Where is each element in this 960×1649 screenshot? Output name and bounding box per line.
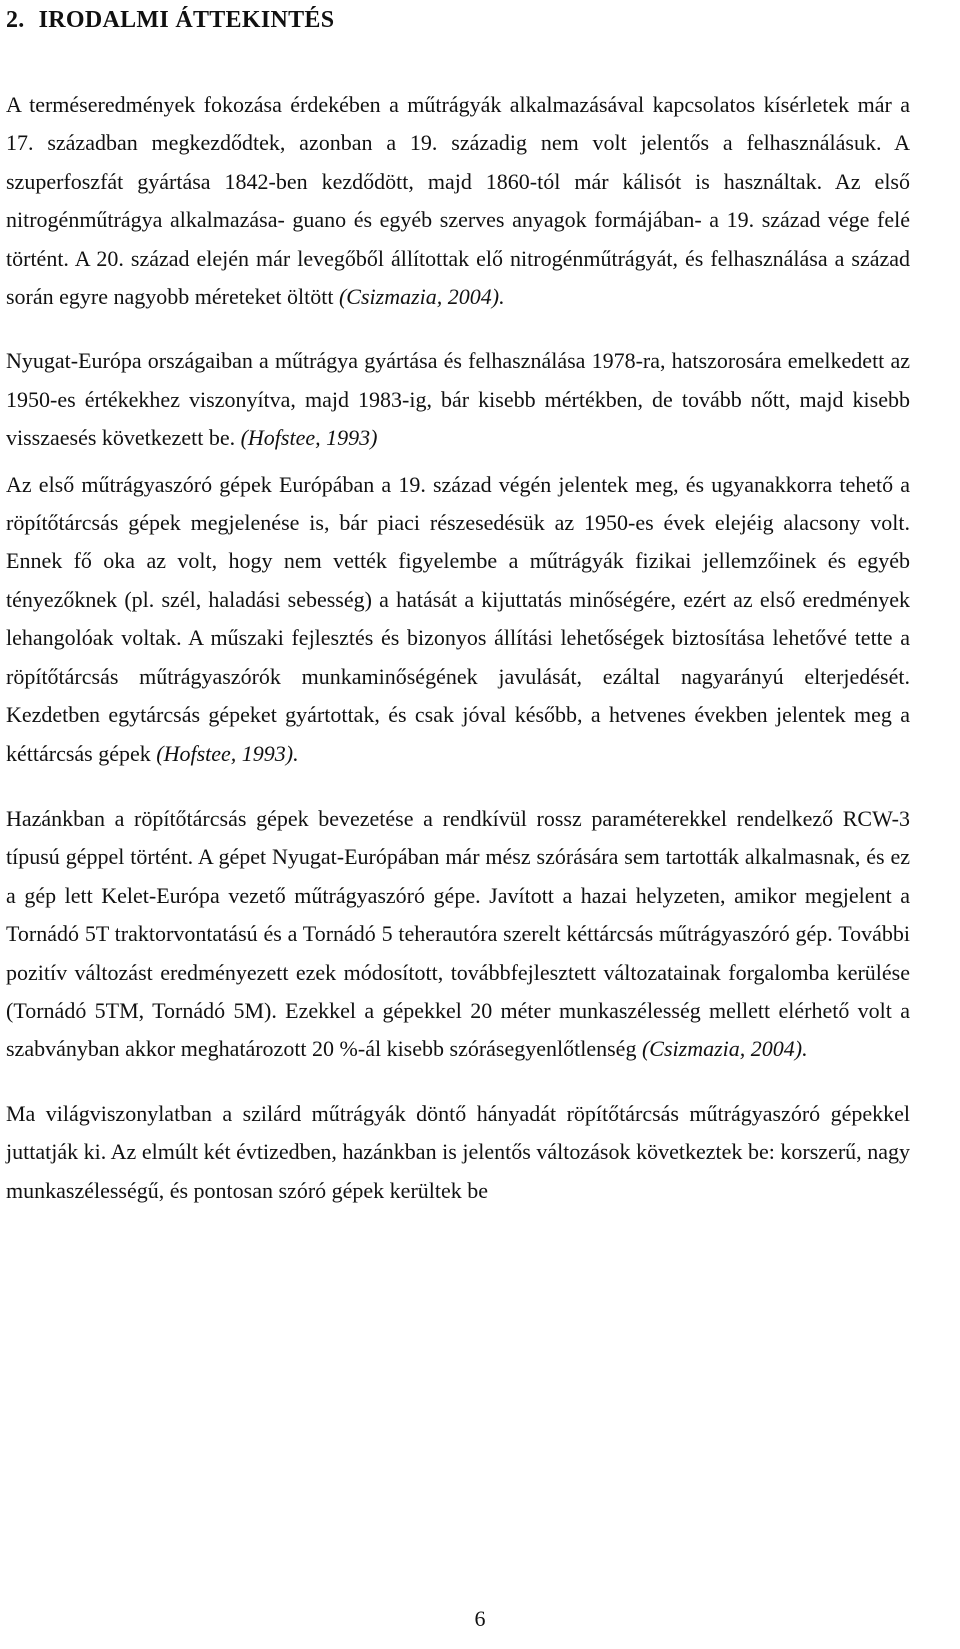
paragraph-3 (6, 466, 910, 773)
paragraph-text: A terméseredmények fokozása érdekében a műtrágyák alkalmazásával kapcsolatos kísérletek már a 17. században megkezdődtek, azonban a 19. századig nem volt jelentős a felhasználásuk. A szuperfoszfát gyártása 1842-ben kezdődött, majd 1860-tól már kálisót is használtak. Az első nitrogénműtrágya alkalmazása- guano és egyéb szerves anyagok formájában- a 19. század vége felé történt. A 20. század elején már levegőből állítottak elő nitrogénműtrágyát, és felhasználása a század során egyre nagyobb méreteket öltött (6, 92, 910, 310)
section-number: 2. (6, 7, 25, 33)
paragraph-1 (6, 86, 910, 316)
citation: (Hofstee, 1993) (240, 425, 378, 451)
paragraph-text: Ma világviszonylatban a szilárd műtrágyák döntő hányadát röpítőtárcsás műtrágyaszóró gépekkel juttatják ki. Az elmúlt két évtizedben, hazánkban is jelentős változások következtek be: korszerű, nagy munkaszélességű, és pontosan szóró gépek kerültek be (6, 1100, 910, 1203)
section-heading (6, 0, 910, 40)
citation: (Csizmazia, 2004). (338, 284, 505, 310)
paragraph-text: Nyugat-Európa országaiban a műtrágya gyártása és felhasználása 1978-ra, hatszorosára emelkedett az 1950-es értékekhez viszonyítva, majd 1983-ig, bár kisebb mértékben, de tovább nőtt, majd kisebb visszaesés következett be. (6, 348, 910, 451)
paragraph-text: Az első műtrágyaszóró gépek Európában a 19. század végén jelentek meg, és ugyanakkorra tehető a röpítőtárcsás gépek megjelenése is, bár piaci részesedésük az 1950-es évek elejéig alacsony volt. Ennek fő oka az volt, hogy nem vették figyelembe a műtrágyák fizikai jellemzőinek és egyéb tényezőknek (pl. szél, haladási sebesség) a hatását a kijuttatás minőségére, ezért az első eredmények lehangolóak voltak. A műszaki fejlesztés és bizonyos állítási lehetőségek biztosítása lehetővé tette a röpítőtárcsás műtrágyaszórók munkaminőségének javulását, ezáltal nagyarányú elterjedését. Kezdetben egytárcsás gépeket gyártottak, és csak jóval később, a hetvenes években jelentek meg a kéttárcsás gépek (6, 471, 910, 766)
citation: (Hofstee, 1993). (156, 740, 299, 766)
paragraph-text: Hazánkban a röpítőtárcsás gépek bevezetése a rendkívül rossz paraméterekkel rendelkező RCW-3 típusú géppel történt. A gépet Nyugat-Európában már mész szórására sem tartották alkalmasnak, és ez a gép lett Kelet-Európa vezető műtrágyaszóró gépe. Javított a hazai helyzeten, amikor megjelent a Tornádó 5T traktorvontatású és a Tornádó 5 teherautóra szerelt kéttárcsás műtrágyaszóró gép. További pozitív változást eredményezett ezek módosított, továbbfejlesztett változatainak forgalomba kerülése (Tornádó 5TM, Tornádó 5M). Ezekkel a gépekkel 20 méter munkaszélesség mellett elérhető volt a szabványban akkor meghatározott 20 %-ál kisebb szórásegyenlőtlenség (6, 805, 910, 1062)
paragraph-2 (6, 342, 910, 457)
section-title: IRODALMI ÁTTEKINTÉS (38, 7, 335, 33)
citation: (Csizmazia, 2004). (641, 1036, 808, 1062)
page-number: 6 (474, 1606, 486, 1631)
document-page (6, 0, 910, 1210)
paragraph-4 (6, 800, 910, 1069)
paragraph-5 (6, 1095, 910, 1210)
